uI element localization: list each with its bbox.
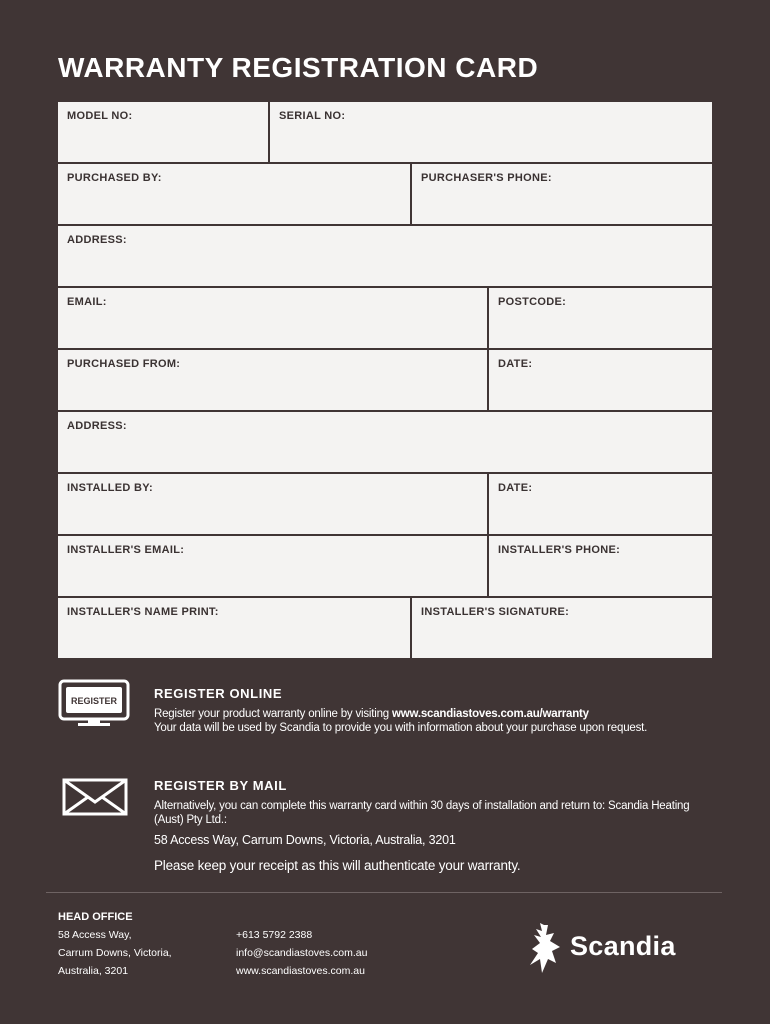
office-address-line: Carrum Downs, Victoria,: [58, 947, 172, 959]
register-online-intro: Register your product warranty online by visiting: [154, 708, 393, 720]
register-mail-heading: REGISTER BY MAIL: [154, 778, 287, 793]
form-row: [58, 226, 712, 286]
head-office-block: [58, 908, 172, 980]
field-label: PURCHASED BY:: [67, 172, 162, 184]
field-label: SERIAL NO:: [279, 110, 346, 122]
field-label: INSTALLER'S NAME PRINT:: [67, 606, 219, 618]
field-label: POSTCODE:: [498, 296, 567, 308]
register-mail-section: [58, 778, 718, 848]
monitor-icon: [58, 679, 130, 734]
install-date-field[interactable]: [489, 474, 712, 534]
form-row: [58, 536, 712, 596]
register-mail-content: [154, 778, 719, 847]
field-label: INSTALLER'S EMAIL:: [67, 544, 185, 556]
purchase-date-field[interactable]: [489, 350, 712, 410]
contact-block: [236, 926, 367, 980]
form-row: [58, 288, 712, 348]
warranty-link[interactable]: www.scandiastoves.com.au/warranty: [392, 708, 589, 720]
postcode-field[interactable]: [489, 288, 712, 348]
register-icon-label: REGISTER: [70, 696, 118, 706]
field-label: MODEL NO:: [67, 110, 133, 122]
model-no-field[interactable]: [58, 102, 268, 162]
form-row: [58, 164, 712, 224]
scandia-logo: [526, 916, 676, 976]
footer-divider: [46, 892, 722, 893]
serial-no-field[interactable]: [270, 102, 712, 162]
register-online-content: [154, 686, 719, 735]
register-online-data-note: Your data will be used by Scandia to provide you with information about your purchase upon request.: [154, 722, 648, 734]
page-title: WARRANTY REGISTRATION CARD: [58, 52, 539, 83]
field-label: PURCHASER'S PHONE:: [421, 172, 552, 184]
form-row: [58, 350, 712, 410]
envelope-icon: [62, 778, 128, 823]
installer-signature-field[interactable]: [412, 598, 712, 658]
field-label: DATE:: [498, 358, 533, 370]
field-label: ADDRESS:: [67, 420, 127, 432]
mail-address: 58 Access Way, Carrum Downs, Victoria, Australia, 3201: [154, 833, 456, 847]
installed-by-field[interactable]: [58, 474, 487, 534]
retailer-address-field[interactable]: [58, 412, 712, 472]
field-label: PURCHASED FROM:: [67, 358, 181, 370]
purchased-from-field[interactable]: [58, 350, 487, 410]
form-row: [58, 412, 712, 472]
contact-website[interactable]: www.scandiastoves.com.au: [236, 965, 365, 977]
field-label: INSTALLER'S SIGNATURE:: [421, 606, 570, 618]
purchased-by-field[interactable]: [58, 164, 410, 224]
register-online-section: [58, 686, 718, 756]
deer-logo-icon: [526, 913, 564, 980]
installer-name-field[interactable]: [58, 598, 410, 658]
purchaser-address-field[interactable]: [58, 226, 712, 286]
register-online-text: [154, 707, 719, 735]
form-row: [58, 474, 712, 534]
purchaser-phone-field[interactable]: [412, 164, 712, 224]
form-row: [58, 102, 712, 162]
email-field[interactable]: [58, 288, 487, 348]
installer-phone-field[interactable]: [489, 536, 712, 596]
brand-name: Scandia: [570, 930, 676, 961]
head-office-heading: HEAD OFFICE: [58, 911, 133, 923]
field-label: EMAIL:: [67, 296, 107, 308]
field-label: ADDRESS:: [67, 234, 127, 246]
register-online-heading: REGISTER ONLINE: [154, 686, 283, 701]
contact-email[interactable]: info@scandiastoves.com.au: [236, 947, 368, 959]
field-label: INSTALLED BY:: [67, 482, 153, 494]
field-label: INSTALLER'S PHONE:: [498, 544, 621, 556]
office-address-line: 58 Access Way,: [58, 929, 132, 941]
field-label: DATE:: [498, 482, 533, 494]
keep-receipt-note: Please keep your receipt as this will authenticate your warranty.: [154, 858, 521, 873]
registration-form: [58, 102, 712, 660]
register-mail-text: Alternatively, you can complete this warranty card within 30 days of installation and return to: Scandia Heating (Aust) Pty Ltd.:: [154, 800, 690, 826]
form-row: [58, 598, 712, 658]
contact-phone[interactable]: +613 5792 2388: [236, 929, 313, 941]
installer-email-field[interactable]: [58, 536, 487, 596]
office-address-line: Australia, 3201: [58, 965, 129, 977]
